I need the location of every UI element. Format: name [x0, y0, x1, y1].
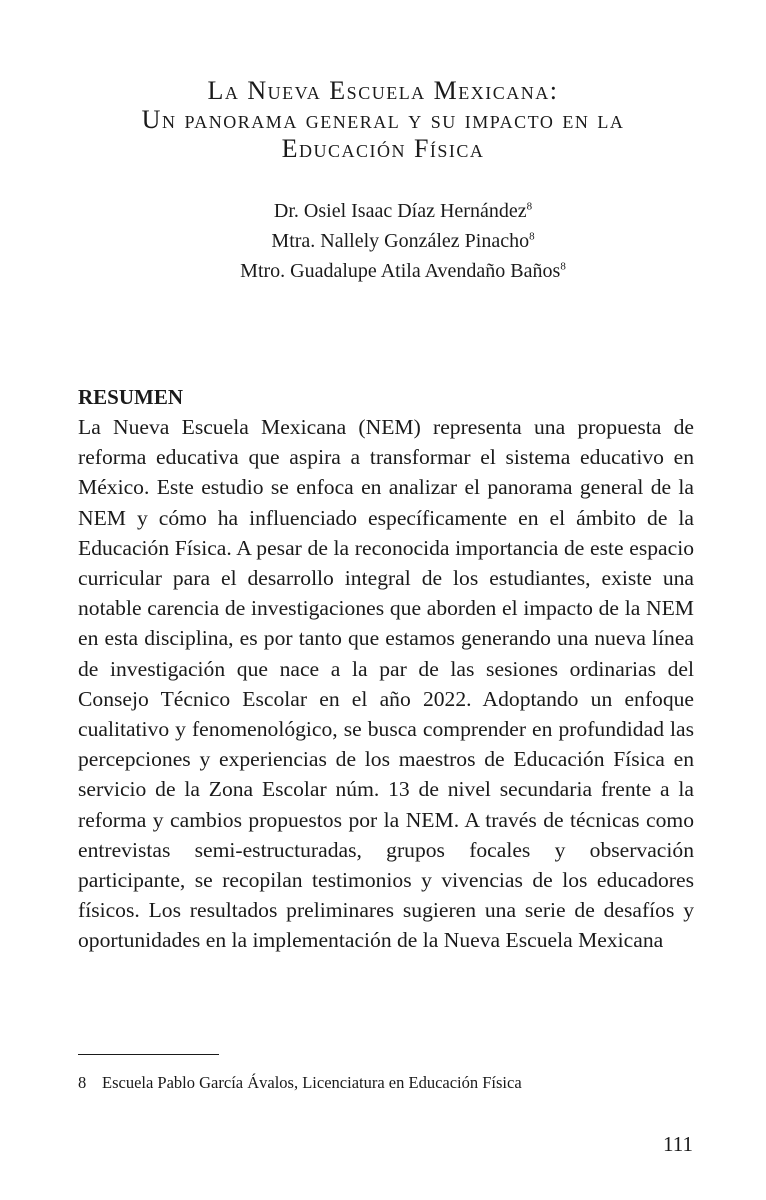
footnote	[78, 1072, 694, 1094]
footnote-ref: 8	[526, 200, 533, 213]
title-line-3: Educación Física	[281, 134, 485, 163]
title-line-1: La Nueva Escuela Mexicana:	[207, 76, 559, 105]
abstract-heading: RESUMEN	[78, 385, 184, 409]
abstract-paragraph: La Nueva Escuela Mexicana (NEM) representa una propuesta de reforma educativa que aspira a transformar el sistema educativo en México. Este estudio se enfoca en analizar el panorama general de la NEM y cómo ha influenciado específicamente en el ámbito de la Educación Física. A pesar de la reconocida importancia de este espacio curricular para el desarrollo integral de los estudiantes, existe una notable carencia de investigaciones que aborden el impacto de la NEM en esta disciplina, es por tanto que estamos generando una nueva línea de investigación que nace a la par de las sesiones ordinarias del Consejo Técnico Escolar en el año 2022. Adoptando un enfoque cualitativo y fenomenológico, se busca comprender en profundidad las percepciones y experiencias de los maestros de Educación Física en servicio de la Zona Escolar núm. 13 de nivel secundaria frente a la reforma y cambios propuestos por la NEM. A través de técnicas como entrevistas semi-estructuradas, grupos focales y observación participante, se recopilan testimonios y vivencias de los educadores físicos. Los resultados preliminares sugieren una serie de desafíos y oportunidades en la implementación de la Nueva Escuela Mexicana	[78, 415, 694, 953]
abstract-section	[78, 382, 694, 956]
footnote-ref: 8	[560, 260, 566, 273]
author-1	[0, 196, 766, 226]
author-list	[0, 196, 766, 286]
page-number: 111	[663, 1132, 693, 1156]
footnote-mark: 8	[78, 1073, 87, 1092]
author-name: Mtra. Nallely González Pinacho	[271, 230, 530, 252]
author-name: Dr. Osiel Isaac Díaz Hernández	[273, 200, 527, 222]
author-2	[0, 226, 766, 256]
title-line-2: Un panorama general y su impacto en la	[141, 105, 625, 134]
footnote-ref: 8	[529, 230, 535, 243]
footnote-divider	[78, 1054, 219, 1055]
footnote-text: Escuela Pablo García Ávalos, Licenciatura en Educación Física	[102, 1073, 522, 1092]
author-3	[0, 256, 766, 286]
author-name: Mtro. Guadalupe Atila Avendaño Baños	[240, 260, 561, 282]
chapter-title	[0, 76, 766, 163]
